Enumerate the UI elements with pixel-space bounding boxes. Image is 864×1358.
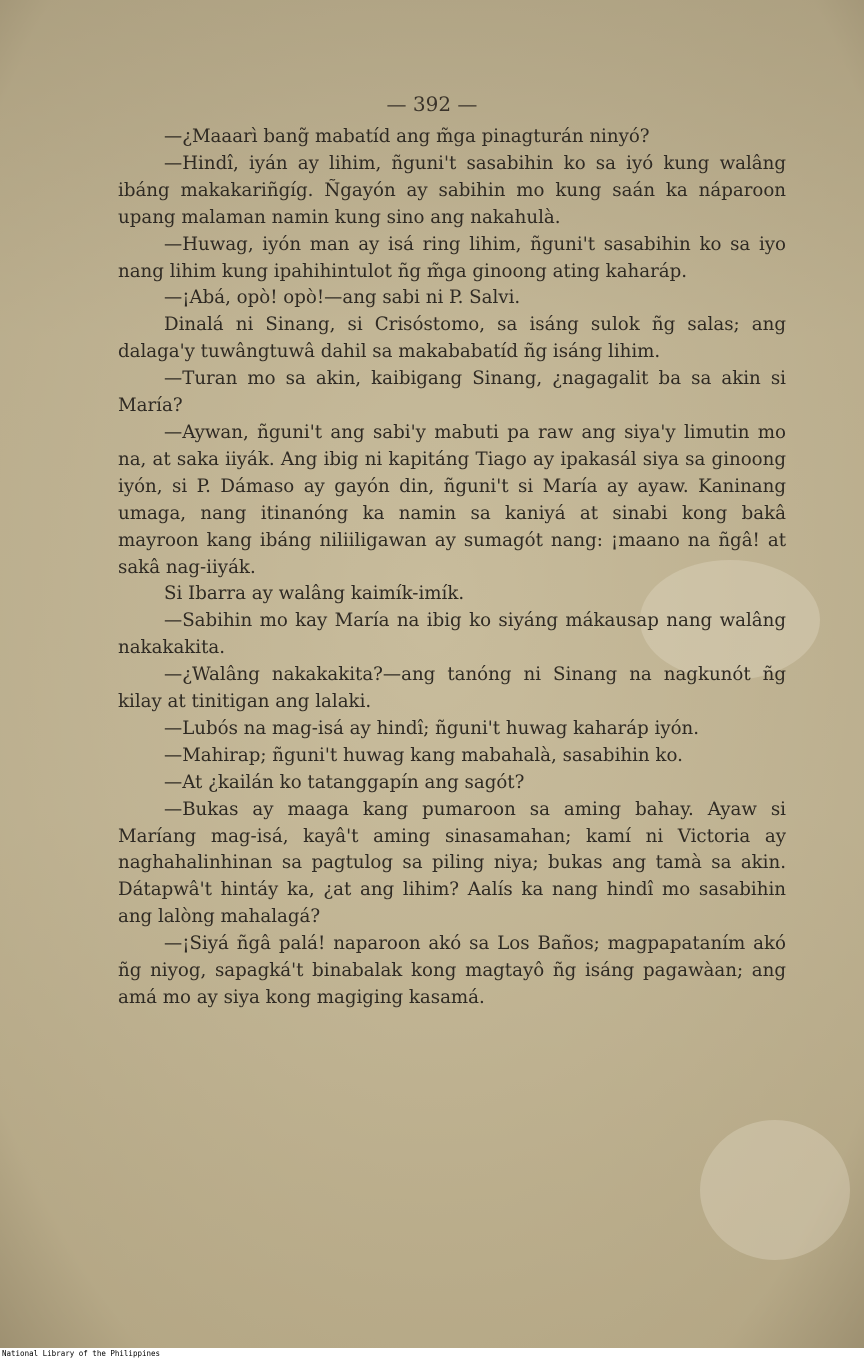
body-text xyxy=(118,124,786,1012)
page-stain xyxy=(700,1120,850,1260)
paragraph: —Bukas ay maaga kang pumaroon sa aming bahay. Ayaw si Maríang mag-isá, kayâ't aming sinasamahan; kamí ni Victoria ay naghahalinhinan sa pagtulog sa piling niya; bukas ang tamà sa akin. Dátapwâ't hintáy ka, ¿at ang lihim? Aalís ka nang hindî mo sasabihin ang lalòng mahalagá? xyxy=(118,798,786,928)
paragraph: —Sabihin mo kay María na ibig ko siyáng mákausap nang walâng nakakakita. xyxy=(118,610,786,659)
paragraph: —¿Maaarì bang̃ mabatíd ang m̃ga pinagturán ninyó? xyxy=(164,126,650,147)
paragraph: Si Ibarra ay walâng kaimík-imík. xyxy=(164,583,465,605)
paragraph: —Turan mo sa akin, kaibigang Sinang, ¿nagagalit ba sa akin si María? xyxy=(118,368,786,417)
paragraph: —Hindî, iyán ay lihim, ñguni't sasabihin ko sa iyó kung walâng ibáng makakariñgíg. Ñgayón ay sabihin mo kung saán ka náparoon upang malaman namin kung sino ang nakahulà. xyxy=(118,152,786,228)
paragraph: —Huwag, iyón man ay isá ring lihim, ñguni't sasabihin ko sa iyo nang lihim kung ipahihintulot ñg m̃ga ginoong ating kaharáp. xyxy=(118,233,786,282)
paragraph: —At ¿kailán ko tatanggapín ang sagót? xyxy=(164,771,525,793)
paragraph: —¿Walâng nakakakita?—ang tanóng ni Sinang na nagkunót ñg kilay at tinitigan ang lalaki. xyxy=(118,664,786,713)
page-number: — 392 — xyxy=(386,92,478,116)
paragraph: Dinalá ni Sinang, si Crisóstomo, sa isáng sulok ñg salas; ang dalaga'y tuwângtuwâ dahil sa makababatíd ñg isáng lihim. xyxy=(118,314,786,363)
paragraph: —Aywan, ñguni't ang sabi'y mabuti pa raw ang siya'y limutin mo na, at saka iiyák. Ang ibig ni kapitáng Tiago ay ipakasál siya sa ginoong iyón, si P. Dámaso ay gayón din, ñguni't si María ay ayaw. Kaninang umaga, nang itinanóng ka namin sa kaniyá at sinabi kong bakâ mayroon kang ibáng niliiligawan ay sumagót nang: ¡maano na ñgâ! at sakâ nag-iiyák. xyxy=(118,421,786,578)
library-credit: National Library of the Philippines xyxy=(2,1349,161,1358)
paragraph: —Lubós na mag-isá ay hindî; ñguni't huwag kaharáp iyón. xyxy=(164,717,700,739)
paragraph: —Mahirap; ñguni't huwag kang mabahalà, sasabihin ko. xyxy=(164,744,683,766)
paragraph: —¡Abá, opò! opò!—ang sabi ni P. Salvi. xyxy=(164,287,521,309)
paragraph: —¡Siyá ñgâ palá! naparoon akó sa Los Baños; magpapataním akó ñg niyog, sapagká't binabalak kong magtayô ñg isáng pagawàan; ang amá mo ay siya kong magiging kasamá. xyxy=(118,933,786,1008)
